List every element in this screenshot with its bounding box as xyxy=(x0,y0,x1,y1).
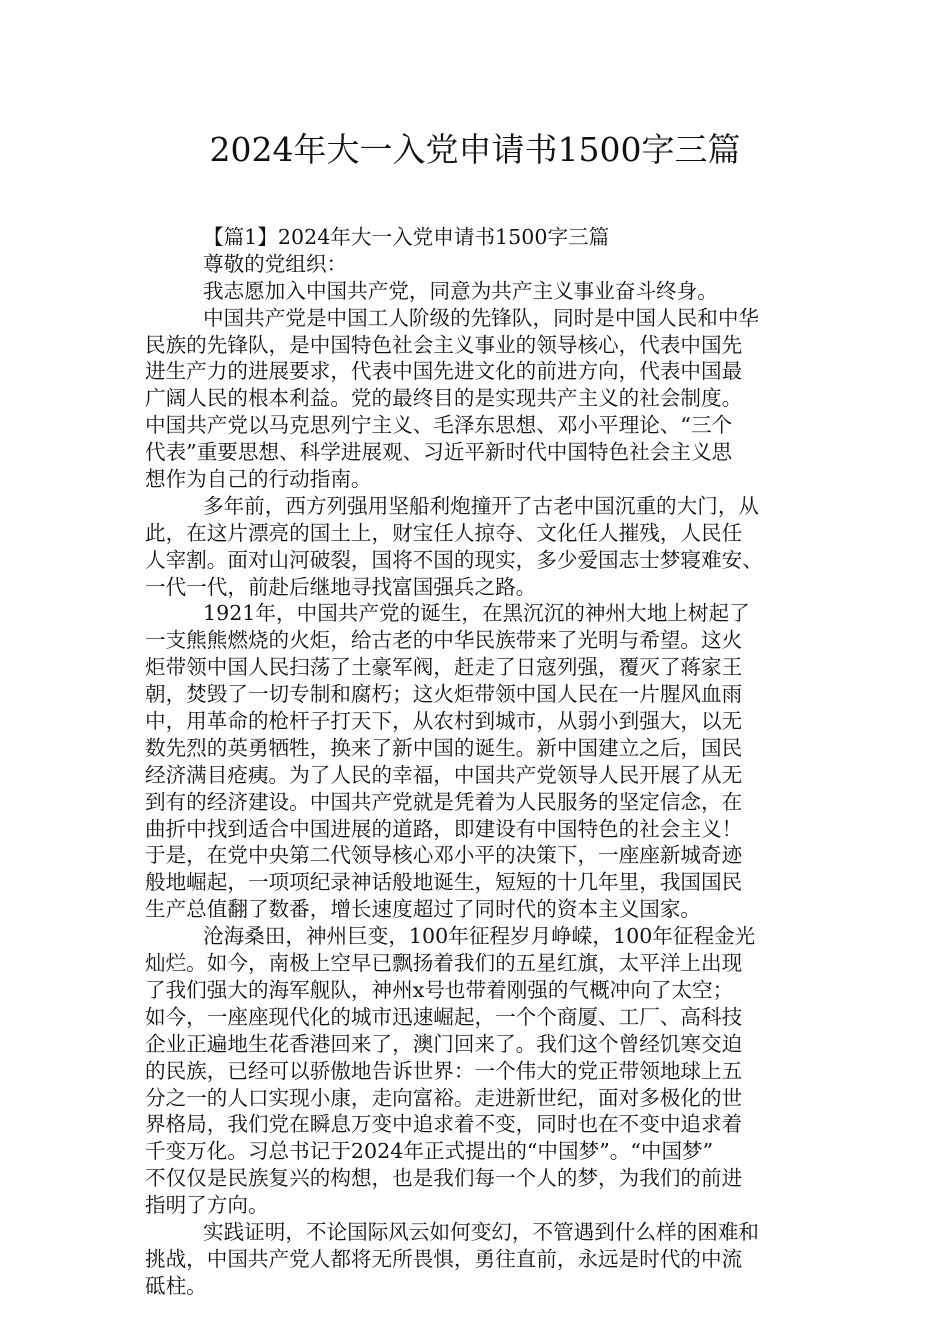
paragraph-line: 曲折中找到适合中国进展的道路，即建设有中国特色的社会主义！ xyxy=(145,816,743,841)
paragraph-line: 1921年，中国共产党的诞生，在黑沉沉的神州大地上树起了 xyxy=(203,601,750,626)
paragraph-line: 人宰割。面对山河破裂，国将不国的现实，多少爱国志士梦寝难安、 xyxy=(145,547,763,572)
paragraph-line: 于是，在党中央第二代领导核心邓小平的决策下，一座座新城奇迹 xyxy=(145,843,743,868)
paragraph-line: 砥柱。 xyxy=(145,1273,207,1298)
section-heading: 【篇1】2024年大一入党申请书1500字三篇 xyxy=(203,225,610,249)
paragraph-line: 沧海桑田，神州巨变，100年征程岁月峥嵘，100年征程金光 xyxy=(203,924,756,949)
paragraph-line: 经济满目疮痍。为了人民的幸福，中国共产党领导人民开展了从无 xyxy=(145,762,743,787)
paragraph-line: 多年前，西方列强用坚船利炮撞开了古老中国沉重的大门，从 xyxy=(203,493,760,518)
paragraph-line: 如今，一座座现代化的城市迅速崛起，一个个商厦、工厂、高科技 xyxy=(145,1004,743,1029)
paragraph-line: 实践证明，不论国际风云如何变幻，不管遇到什么样的困难和 xyxy=(203,1219,760,1244)
paragraph-line: 分之一的人口实现小康，走向富裕。走进新世纪，面对多极化的世 xyxy=(145,1085,743,1110)
paragraph-line: 不仅仅是民族复兴的构想，也是我们每一个人的梦，为我们的前进 xyxy=(145,1166,743,1191)
paragraph-line: 朝，焚毁了一切专制和腐朽；这火炬带领中国人民在一片腥风血雨 xyxy=(145,682,743,707)
paragraph-line: 民族的先锋队，是中国特色社会主义事业的领导核心，代表中国先 xyxy=(145,332,743,357)
paragraph-line: 进生产力的进展要求，代表中国先进文化的前进方向，代表中国最 xyxy=(145,359,743,384)
paragraph-line: 代表”重要思想、科学进展观、习近平新时代中国特色社会主义思 xyxy=(145,440,733,465)
paragraph-line: 千变万化。习总书记于2024年正式提出的“中国梦”。“中国梦” xyxy=(145,1139,714,1164)
paragraph-line: 企业正遍地生花香港回来了，澳门回来了。我们这个曾经饥寒交迫 xyxy=(145,1031,743,1056)
salutation: 尊敬的党组织： xyxy=(203,251,348,276)
paragraph-line: 的民族，已经可以骄傲地告诉世界：一个伟大的党正带领地球上五 xyxy=(145,1058,743,1083)
document-body xyxy=(145,224,810,1300)
document-title: 2024年大一入党申请书1500字三篇 xyxy=(209,130,741,169)
paragraph-line: 广阔人民的根本利益。党的最终目的是实现共产主义的社会制度。 xyxy=(145,386,743,411)
paragraph-line: 界格局，我们党在瞬息万变中追求着不变，同时也在不变中追求着 xyxy=(145,1112,743,1137)
paragraph-line: 炬带领中国人民扫荡了土豪军阀，赶走了日寇列强，覆灭了蒋家王 xyxy=(145,655,743,680)
paragraph-line: 中国共产党以马克思列宁主义、毛泽东思想、邓小平理论、“三个 xyxy=(145,413,733,438)
paragraph-line: 想作为自己的行动指南。 xyxy=(145,467,372,492)
paragraph-line: 挑战，中国共产党人都将无所畏惧，勇往直前，永远是时代的中流 xyxy=(145,1246,743,1271)
paragraph-line: 了我们强大的海军舰队，神州x号也带着刚强的气概冲向了太空； xyxy=(145,977,734,1002)
paragraph-line: 数先烈的英勇牺牲，换来了新中国的诞生。新中国建立之后，国民 xyxy=(145,735,743,760)
paragraph-line: 一代一代，前赴后继地寻找富国强兵之路。 xyxy=(145,574,537,599)
paragraph-line: 灿烂。如今，南极上空早已飘扬着我们的五星红旗，太平洋上出现 xyxy=(145,951,743,976)
paragraph-line: 我志愿加入中国共产党，同意为共产主义事业奋斗终身。 xyxy=(203,278,718,303)
paragraph-line: 一支熊熊燃烧的火炬，给古老的中华民族带来了光明与希望。这火 xyxy=(145,628,743,653)
paragraph-line: 中，用革命的枪杆子打天下，从农村到城市，从弱小到强大，以无 xyxy=(145,709,743,734)
paragraph-line: 指明了方向。 xyxy=(145,1193,269,1218)
paragraph-line: 到有的经济建设。中国共产党就是凭着为人民服务的坚定信念，在 xyxy=(145,789,743,814)
paragraph-line: 生产总值翻了数番，增长速度超过了同时代的资本主义国家。 xyxy=(145,897,702,922)
paragraph-line: 中国共产党是中国工人阶级的先锋队，同时是中国人民和中华 xyxy=(203,305,760,330)
paragraph-line: 此，在这片漂亮的国土上，财宝任人掠夺、文化任人摧残，人民任 xyxy=(145,520,743,545)
paragraph-line: 般地崛起，一项项纪录神话般地诞生，短短的十几年里，我国国民 xyxy=(145,870,743,895)
